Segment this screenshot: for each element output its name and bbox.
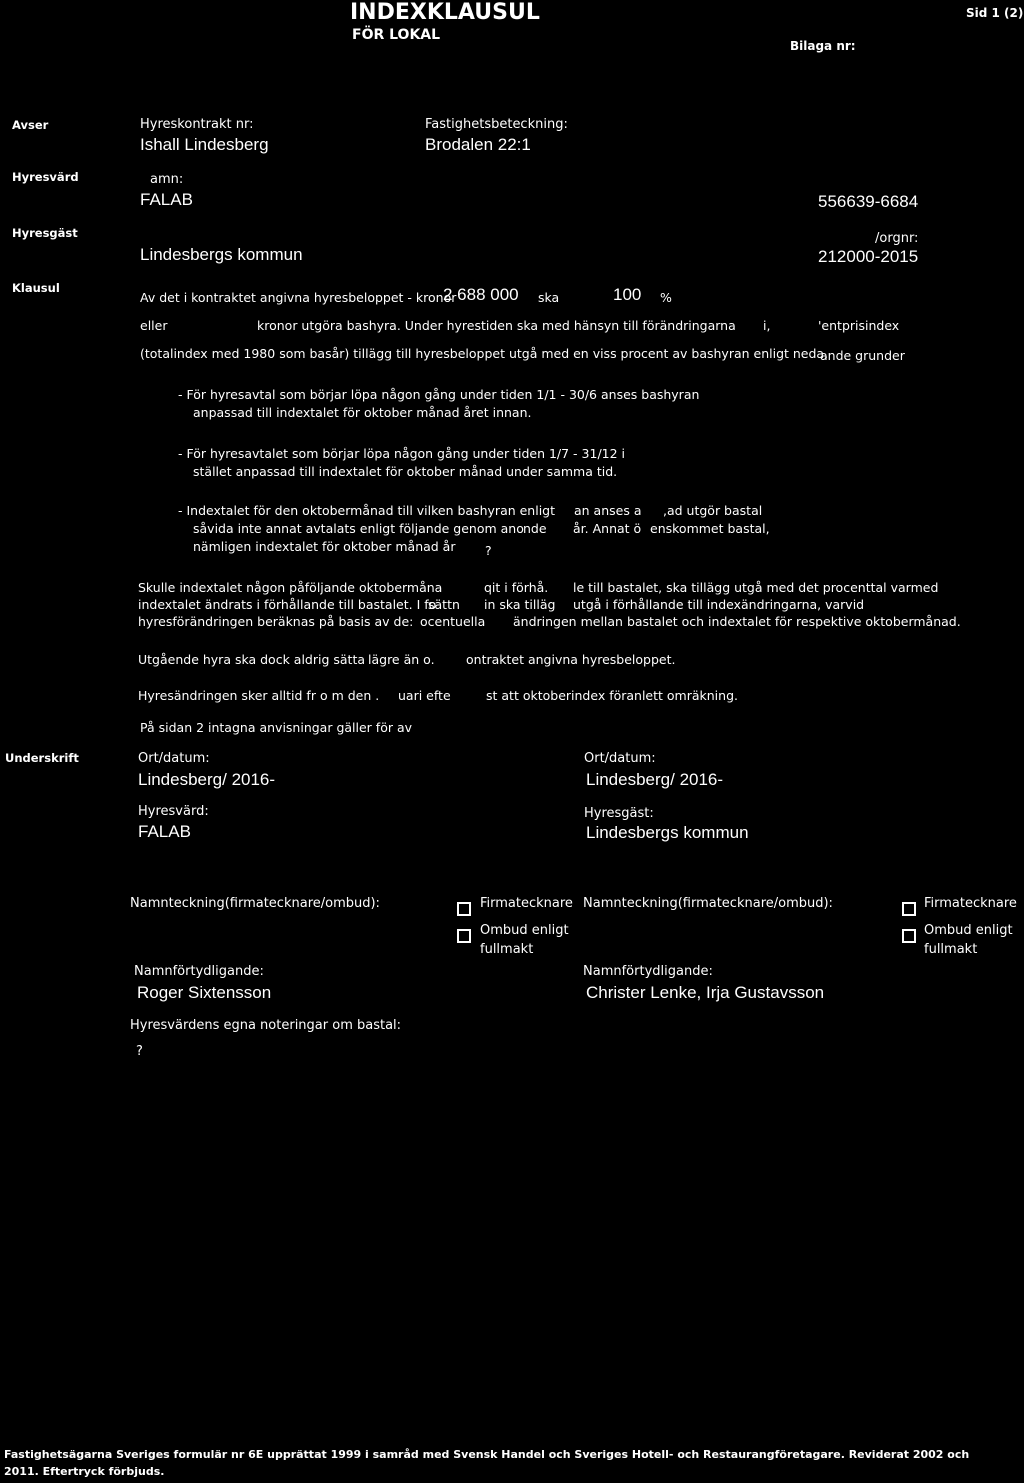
clause-para1-c3: ändringen mellan bastalet och indextalet för respektive oktobermånad.: [513, 614, 961, 629]
clause-eller: eller: [140, 318, 168, 333]
clause-bullet3-b1: såvida inte annat avtalats enligt följande genom ano: [193, 521, 524, 536]
clause-para1-b1: indextalet ändrats i förhållande till bastalet. I fo: [138, 597, 437, 612]
clause-para2-c: ontraktet angivna hyresbeloppet.: [466, 652, 676, 667]
landlord-name-value[interactable]: FALAB: [140, 190, 193, 209]
section-klausul: Klausul: [12, 281, 60, 295]
landlord-orgnr-value[interactable]: 556639-6684: [818, 192, 919, 211]
clause-line1-prefix: Av det i kontraktet angivna hyresbeloppet - kronor: [140, 290, 457, 305]
clause-percent-sign: %: [660, 290, 672, 305]
clause-bullet1-a: - För hyresavtal som börjar löpa någon gång under tiden 1/1 - 30/6 anses bashyran: [178, 387, 700, 402]
clause-bullet3-c1: nämligen indextalet för oktober månad år: [193, 539, 456, 554]
clause-bullet2-b: stället anpassad till indextalet för oktober månad under samma tid.: [193, 464, 618, 479]
ombud-checkbox-right[interactable]: [902, 929, 916, 943]
signing-label-left: Namnteckning(firmatecknare/ombud):: [130, 896, 380, 911]
place-date-label-right: Ort/datum:: [584, 751, 656, 766]
page-number: Sid 1 (2): [966, 6, 1024, 20]
ombud-label-right-a: Ombud enligt: [924, 923, 1013, 938]
form-title: INDEXKLAUSUL: [350, 0, 540, 25]
footer-line1: Fastighetsägarna Sveriges formulär nr 6E upprättat 1999 i samråd med Svensk Handel och Sveriges Hotell- och Restaurangföretagare. Reviderat 2002 och: [4, 1448, 970, 1461]
clause-para3-a: Hyresändringen sker alltid fr o m den .: [138, 688, 380, 703]
clause-para2-b: lägre än o.: [368, 652, 435, 667]
section-avser: Avser: [12, 118, 49, 132]
clause-line3-frag: ande grunder: [820, 348, 905, 363]
clause-bullet3-a2: an anses a: [574, 503, 642, 518]
form-subtitle: FÖR LOKAL: [352, 27, 441, 43]
property-value[interactable]: Brodalen 22:1: [425, 135, 531, 154]
clause-percent-value[interactable]: 100: [613, 285, 642, 304]
landlord-name-label: amn:: [150, 172, 184, 187]
firmatecknare-checkbox-right[interactable]: [902, 902, 916, 916]
clause-bullet2-a: - För hyresavtalet som börjar löpa någon gång under tiden 1/7 - 31/12 i: [178, 446, 626, 461]
section-underskrift: Underskrift: [5, 751, 79, 765]
clause-line2: kronor utgöra bashyra. Under hyrestiden ska med hänsyn till förändringarna: [257, 318, 736, 333]
contract-label: Hyreskontrakt nr:: [140, 117, 254, 132]
clause-ska: ska: [538, 290, 560, 305]
name-clarification-label-left: Namnförtydligande:: [134, 964, 264, 979]
clause-amount[interactable]: 2 688 000: [443, 285, 519, 304]
clause-para1-a2: qit i förhå.: [484, 580, 549, 595]
clause-para3-c: st att oktoberindex föranlett omräkning.: [486, 688, 738, 703]
tenant-name-value[interactable]: Lindesbergs kommun: [140, 245, 303, 264]
tenant-signature-label: Hyresgäst:: [584, 806, 654, 821]
landlord-notes-value[interactable]: ?: [136, 1044, 143, 1059]
clause-para1-b4: utgå i förhållande till indexändringarna, varvid: [573, 597, 865, 612]
place-date-value-right[interactable]: Lindesberg/ 2016-: [586, 770, 724, 789]
appendix-label: Bilaga nr:: [790, 39, 856, 53]
property-label: Fastighetsbeteckning:: [425, 117, 568, 132]
clause-bullet3-a1: - Indextalet för den oktobermånad till vilken bashyran enligt: [178, 503, 556, 518]
firmatecknare-label-left: Firmatecknare: [480, 896, 573, 911]
landlord-signature-value[interactable]: FALAB: [138, 822, 191, 841]
clause-line2-frag1: i,: [763, 318, 771, 333]
clause-bullet3-b4: enskommet bastal,: [650, 521, 770, 536]
ombud-label-left-b: fullmakt: [480, 942, 534, 957]
section-hyresgast: Hyresgäst: [12, 226, 78, 240]
name-clarification-value-left[interactable]: Roger Sixtensson: [137, 983, 272, 1002]
contract-value[interactable]: Ishall Lindesberg: [140, 135, 269, 154]
clause-bullet3-b2: nde: [523, 521, 547, 536]
clause-bullet3-c2[interactable]: ?: [485, 543, 492, 558]
clause-line3: (totalindex med 1980 som basår) tillägg till hyresbeloppet utgå med en viss procent av bashyran enligt neda.: [140, 346, 829, 361]
tenant-signature-value[interactable]: Lindesbergs kommun: [586, 823, 749, 842]
footer-line2: 2011. Eftertryck förbjuds.: [4, 1465, 165, 1478]
clause-para3-b: uari efte: [398, 688, 451, 703]
tenant-orgnr-value[interactable]: 212000-2015: [818, 247, 919, 266]
firmatecknare-label-right: Firmatecknare: [924, 896, 1017, 911]
ombud-checkbox-left[interactable]: [457, 929, 471, 943]
ombud-label-right-b: fullmakt: [924, 942, 978, 957]
landlord-signature-label: Hyresvärd:: [138, 804, 209, 819]
section-hyresvard: Hyresvärd: [12, 170, 79, 184]
clause-line2-frag2: 'entprisindex: [818, 318, 900, 333]
clause-bullet3-b3: år. Annat ö: [573, 521, 642, 536]
name-clarification-label-right: Namnförtydligande:: [583, 964, 713, 979]
clause-para1-c1: hyresförändringen beräknas på basis av de:: [138, 614, 414, 629]
clause-para1-b2: sättn: [428, 597, 460, 612]
tenant-orgnr-label: /orgnr:: [875, 231, 919, 246]
clause-para4: På sidan 2 intagna anvisningar gäller för av: [140, 720, 413, 735]
signing-label-right: Namnteckning(firmatecknare/ombud):: [583, 896, 833, 911]
clause-bullet1-b: anpassad till indextalet för oktober månad året innan.: [193, 405, 532, 420]
clause-para1-a3: le till bastalet, ska tillägg utgå med det procenttal varmed: [573, 580, 939, 595]
clause-para1-a1: Skulle indextalet någon påföljande oktobermåna: [138, 580, 443, 595]
place-date-label-left: Ort/datum:: [138, 751, 210, 766]
clause-para1-b3: in ska tilläg: [484, 597, 556, 612]
clause-bullet3-a3: ,ad utgör bastal: [663, 503, 763, 518]
ombud-label-left-a: Ombud enligt: [480, 923, 569, 938]
landlord-notes-label: Hyresvärdens egna noteringar om bastal:: [130, 1018, 402, 1033]
name-clarification-value-right[interactable]: Christer Lenke, Irja Gustavsson: [586, 983, 825, 1002]
firmatecknare-checkbox-left[interactable]: [457, 902, 471, 916]
place-date-value-left[interactable]: Lindesberg/ 2016-: [138, 770, 276, 789]
clause-para2-a: Utgående hyra ska dock aldrig sätta: [138, 652, 366, 667]
clause-para1-c2: ocentuella: [420, 614, 486, 629]
